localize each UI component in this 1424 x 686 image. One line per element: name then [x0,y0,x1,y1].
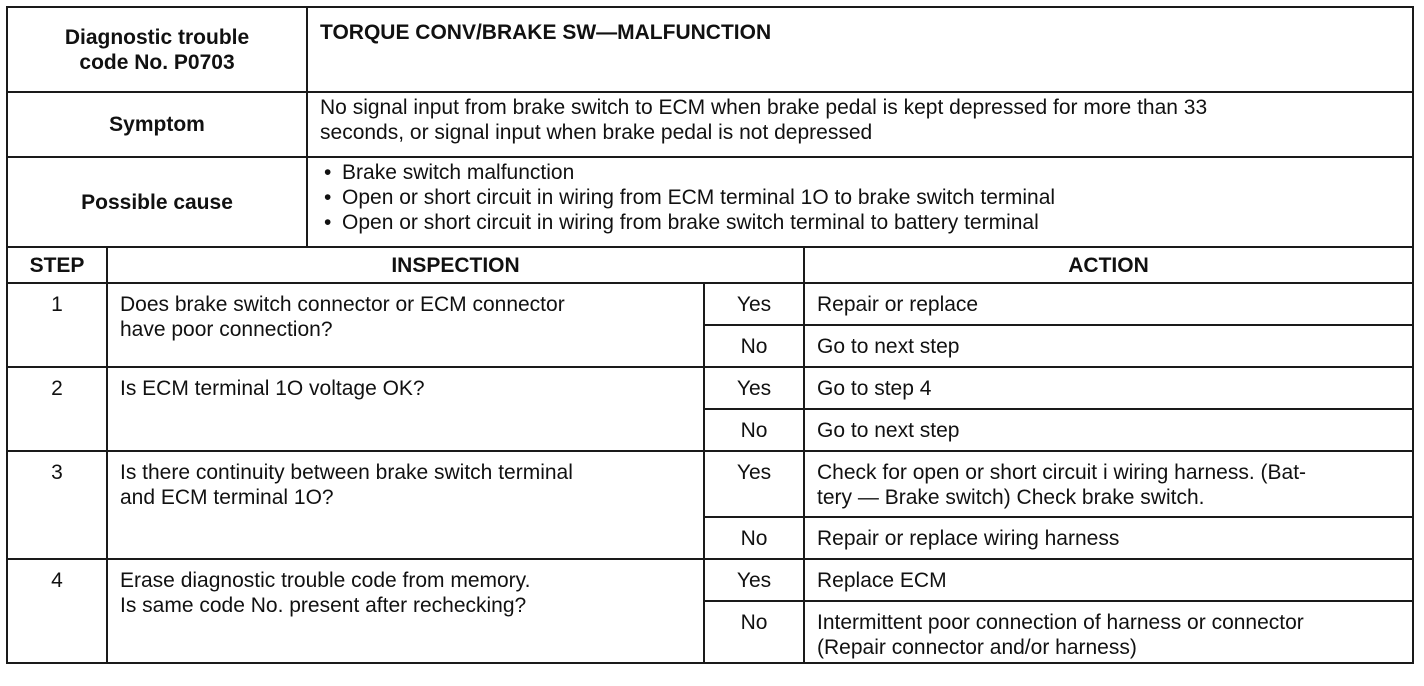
inspection-question [107,451,704,559]
symptom-text-line2: seconds, or signal input when brake pedal is not depressed [320,121,873,144]
action-line: tery — Brake switch) Check brake switch. [817,486,1205,509]
no-label: No [704,517,804,559]
no-label: No [704,325,804,367]
question-line: Erase diagnostic trouble code from memory. [120,569,531,592]
list-item: • Open or short circuit in wiring from brake switch terminal to battery terminal [320,210,1400,235]
question-line: Is same code No. present after rechecking? [120,594,527,617]
code-label-line2: code No. P0703 [79,50,235,74]
symptom-label: Symptom [7,92,307,157]
list-item: • Open or short circuit in wiring from ECM terminal 1O to brake switch terminal [320,185,1400,210]
column-header-action: ACTION [804,247,1413,283]
yes-action [804,559,1413,601]
symptom-text [307,92,1413,157]
column-header-row [7,247,1413,283]
no-action [804,601,1413,663]
question-line: and ECM terminal 1O? [120,486,334,509]
table-row [7,559,1413,601]
action-line: Go to next step [817,419,960,442]
diagnostic-table [6,6,1414,664]
column-header-inspection: INSPECTION [107,247,804,283]
action-line: (Repair connector and/or harness) [817,636,1137,659]
symptom-row [7,92,1413,157]
page-title: TORQUE CONV/BRAKE SW—MALFUNCTION [307,7,1413,92]
possible-cause-list-cell [307,157,1413,247]
action-line: Replace ECM [817,569,947,592]
header-row [7,7,1413,92]
question-line: Is ECM terminal 1O voltage OK? [120,377,425,400]
no-action [804,517,1413,559]
possible-cause-list [320,160,1400,235]
no-action [804,409,1413,451]
action-line: Check for open or short circuit i wiring harness. (Bat- [817,461,1307,484]
question-line: Is there continuity between brake switch terminal [120,461,573,484]
possible-cause-label: Possible cause [7,157,307,247]
table-row [7,283,1413,325]
list-item: • Brake switch malfunction [320,160,1400,185]
step-number: 2 [7,367,107,451]
code-label-line1: Diagnostic trouble [64,25,250,49]
inspection-question [107,559,704,663]
table-row [7,367,1413,409]
step-number: 1 [7,283,107,367]
yes-label: Yes [704,559,804,601]
question-line: Does brake switch connector or ECM connector [120,293,565,316]
inspection-question [107,283,704,367]
action-line: Repair or replace [817,293,979,316]
step-number: 4 [7,559,107,663]
action-line: Go to next step [817,335,960,358]
question-line: have poor connection? [120,318,333,341]
yes-action [804,367,1413,409]
step-number: 3 [7,451,107,559]
no-label: No [704,601,804,663]
column-header-step: STEP [7,247,107,283]
diagnostic-sheet [6,6,1414,664]
action-line: Intermittent poor connection of harness or connector [817,611,1304,634]
yes-label: Yes [704,451,804,517]
symptom-text-line1: No signal input from brake switch to ECM when brake pedal is kept depressed for more than 33 [320,96,1208,119]
no-action [804,325,1413,367]
table-row [7,451,1413,517]
action-line: Repair or replace wiring harness [817,527,1120,550]
yes-label: Yes [704,367,804,409]
code-label-cell [7,7,307,92]
inspection-question [107,367,704,451]
action-line: Go to step 4 [817,377,932,400]
yes-action [804,283,1413,325]
yes-label: Yes [704,283,804,325]
possible-cause-row [7,157,1413,247]
no-label: No [704,409,804,451]
yes-action [804,451,1413,517]
